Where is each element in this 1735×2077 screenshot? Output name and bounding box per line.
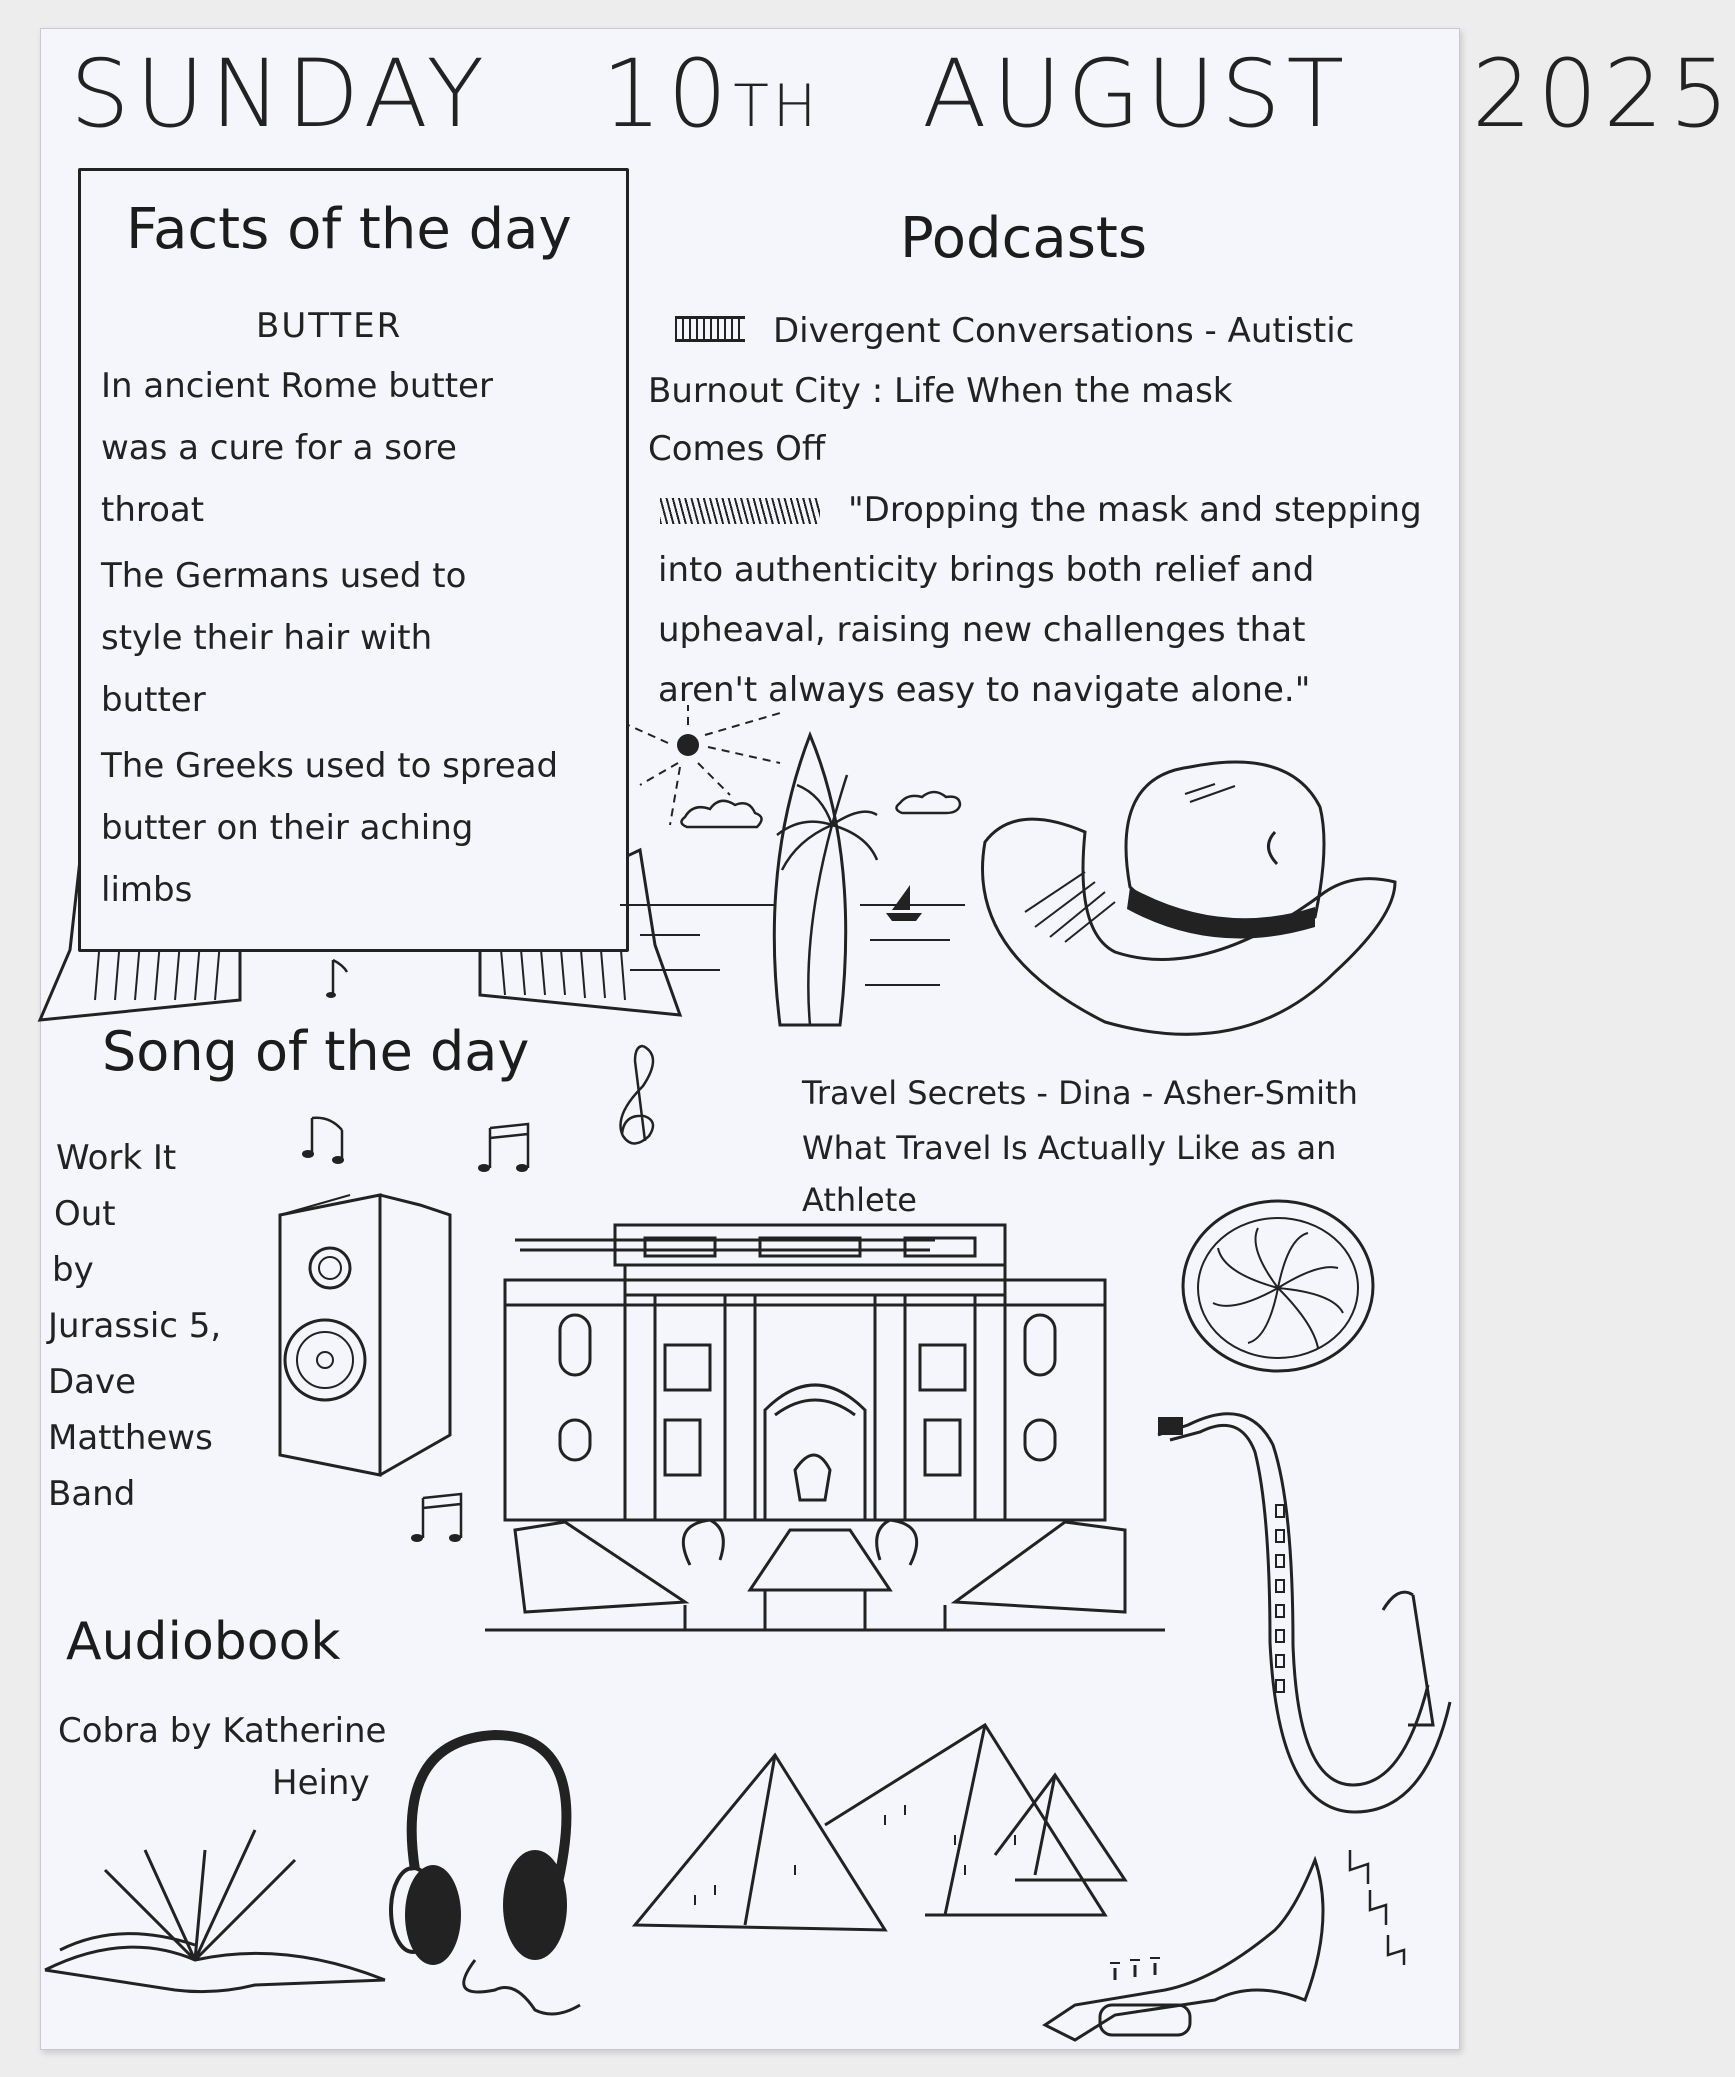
- quote-line: "Dropping the mask and stepping: [848, 490, 1422, 530]
- cloud-icon: [896, 792, 960, 813]
- fact-line: butter: [101, 680, 206, 720]
- surfboard-icon: [774, 735, 845, 1025]
- podcast-one: [648, 300, 1448, 478]
- date-number: 10: [601, 40, 734, 149]
- music-note-icon: [300, 1108, 360, 1168]
- date-month: AUGUST: [922, 40, 1351, 149]
- podcast-line: Travel Secrets - Dina - Asher-Smith: [802, 1074, 1358, 1112]
- podcast-line: What Travel Is Actually Like as an: [802, 1129, 1337, 1167]
- audiobook-line2: Heiny: [272, 1763, 370, 1803]
- music-note-icon: [325, 955, 355, 1005]
- fact-line: The Greeks used to spread: [101, 746, 559, 786]
- song-details: [48, 1130, 278, 1522]
- podcast-line: Divergent Conversations - Autistic: [773, 311, 1355, 351]
- song-line: Dave: [48, 1362, 137, 1402]
- date-year: 2025: [1471, 40, 1735, 149]
- cloud-icon: [681, 801, 761, 827]
- podcast-line: Comes Off: [648, 429, 826, 469]
- cowboy-hat-icon: [965, 752, 1435, 1032]
- speaker-icon: [275, 1185, 465, 1475]
- open-book-icon: [40, 1820, 400, 1990]
- song-line: Work It: [56, 1138, 177, 1178]
- pie-icon: [1178, 1198, 1378, 1378]
- date-suffix: TH: [733, 72, 821, 140]
- music-note-icon: [472, 1120, 542, 1180]
- quote-line: into authenticity brings both relief and: [658, 550, 1315, 590]
- facts-heading: Facts of the day: [126, 197, 572, 262]
- fact-line: The Germans used to: [101, 556, 467, 596]
- podcasts-heading: Podcasts: [900, 206, 1147, 271]
- page-title: [70, 40, 1735, 149]
- podcast-line: Athlete: [802, 1181, 917, 1219]
- fact-line: In ancient Rome butter: [101, 366, 493, 406]
- music-note-icon: [1340, 1820, 1420, 1970]
- quote-line: aren't always easy to navigate alone.": [658, 670, 1311, 710]
- facts-list: [101, 355, 621, 921]
- fact-line: butter on their aching: [101, 808, 474, 848]
- fact-line: limbs: [101, 870, 193, 910]
- fact-line: style their hair with: [101, 618, 433, 658]
- beach-scene: [620, 705, 980, 1035]
- treble-clef-icon: [595, 1040, 675, 1150]
- saxophone-icon: [1158, 1395, 1428, 1815]
- facts-box: [78, 168, 629, 952]
- podcast-quote: [658, 480, 1458, 720]
- song-heading: Song of the day: [102, 1020, 530, 1083]
- sailboat-icon: [886, 885, 922, 921]
- date-day: SUNDAY: [70, 40, 490, 149]
- song-line: Matthews: [48, 1418, 213, 1458]
- audiobook-heading: Audiobook: [66, 1612, 341, 1672]
- fact-line: was a cure for a sore: [101, 428, 457, 468]
- song-line: by: [52, 1250, 94, 1290]
- palm-tree-icon: [777, 775, 877, 1025]
- fact-item: [101, 545, 621, 731]
- facts-topic: BUTTER: [256, 306, 403, 346]
- song-line: Band: [48, 1474, 136, 1514]
- fact-item: [101, 735, 621, 921]
- trumpet-icon: [1040, 1855, 1380, 2045]
- quote-line: upheaval, raising new challenges that: [658, 610, 1306, 650]
- museum-building-icon: [465, 1220, 1165, 1640]
- audiobook-line1: Cobra by Katherine: [58, 1711, 387, 1751]
- song-line: Jurassic 5,: [48, 1306, 222, 1346]
- song-line: Out: [54, 1194, 116, 1234]
- fact-line: throat: [101, 490, 205, 530]
- fact-item: [101, 355, 621, 541]
- headphones-icon: [385, 1730, 585, 1990]
- podcast-line: Burnout City : Life When the mask: [648, 371, 1233, 411]
